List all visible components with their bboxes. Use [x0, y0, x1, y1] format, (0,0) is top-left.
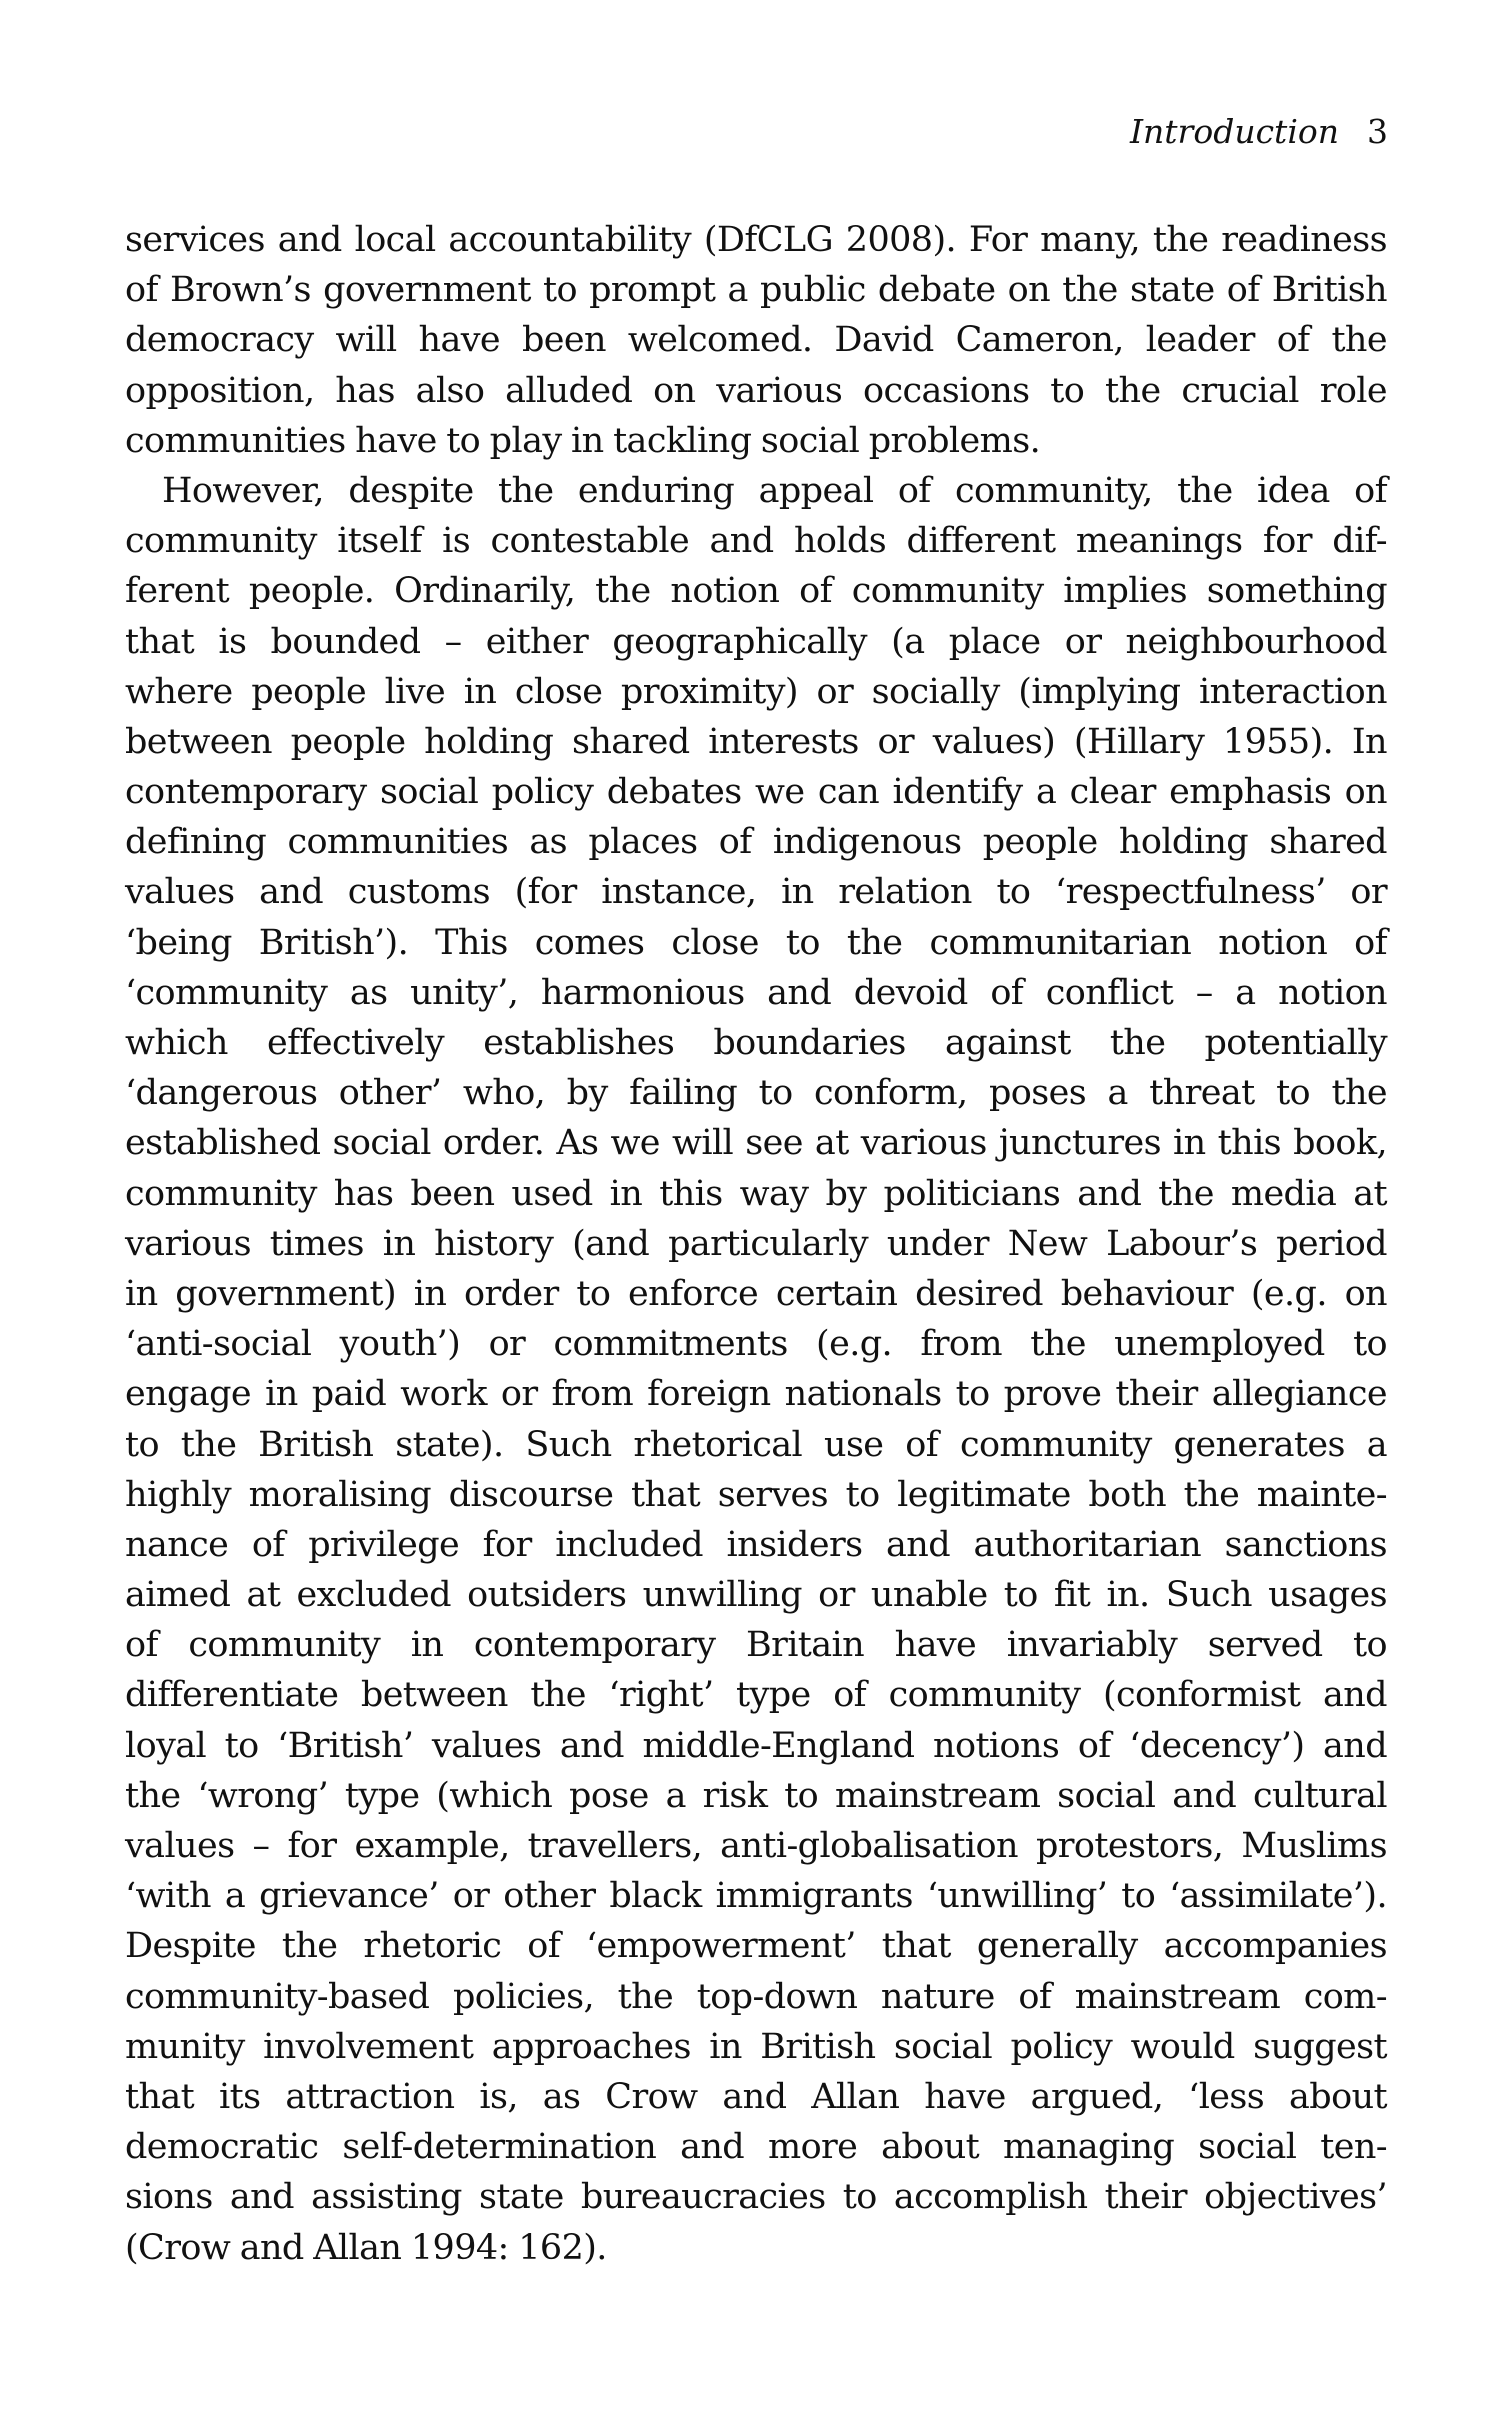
- text-line: which effectively establishes boundaries against the potentially: [125, 1023, 1387, 1063]
- text-line: (Crow and Allan 1994: 162).: [125, 2227, 607, 2268]
- text-line: ‘anti-social youth’) or commitments (e.g. from the unemployed to: [125, 1324, 1387, 1365]
- text-line: ‘being British’). This comes close to the communitarian notion of: [125, 922, 1387, 963]
- text-line: values – for example, travellers, anti-globalisation protestors, Muslims: [125, 1826, 1387, 1866]
- chapter-title: Introduction: [1130, 112, 1339, 151]
- text-line: defining communities as places of indigenous people holding shared: [125, 822, 1387, 863]
- text-line: However, despite the enduring appeal of community, the idea of: [162, 470, 1387, 511]
- text-line: between people holding shared interests or values) (Hillary 1955). In: [125, 721, 1387, 762]
- page-number: 3: [1367, 112, 1388, 151]
- text-line: aimed at excluded outsiders unwilling or unable to fit in. Such usages: [125, 1575, 1387, 1616]
- text-line: loyal to ‘British’ values and middle-England notions of ‘decency’) and: [125, 1725, 1387, 1766]
- text-line: ‘with a grievance’ or other black immigrants ‘unwilling’ to ‘assimilate’).: [125, 1876, 1387, 1917]
- text-line: of community in contemporary Britain have invariably served to: [125, 1625, 1387, 1666]
- paragraph: [125, 466, 1387, 2273]
- text-line: communities have to play in tackling social problems.: [125, 420, 1041, 461]
- text-line: sions and assisting state bureaucracies to accomplish their objectives’: [125, 2177, 1387, 2218]
- text-line: highly moralising discourse that serves to legitimate both the mainte-: [125, 1474, 1387, 1515]
- text-line: differentiate between the ‘right’ type of community (conformist and: [125, 1675, 1387, 1716]
- text-line: in government) in order to enforce certain desired behaviour (e.g. on: [125, 1273, 1387, 1314]
- text-line: ferent people. Ordinarily, the notion of community implies something: [125, 571, 1387, 612]
- text-line: established social order. As we will see at various junctures in this book,: [125, 1123, 1387, 1164]
- text-line: where people live in close proximity) or socially (implying interaction: [125, 671, 1387, 712]
- text-line: to the British state). Such rhetorical use of community generates a: [125, 1424, 1387, 1465]
- text-line: ‘dangerous other’ who, by failing to conform, poses a threat to the: [125, 1073, 1387, 1114]
- paragraph: [125, 215, 1387, 466]
- running-head: [1130, 112, 1388, 151]
- text-line: Despite the rhetoric of ‘empowerment’ that generally accompanies: [125, 1926, 1387, 1967]
- text-line: democracy will have been welcomed. David Cameron, leader of the: [125, 320, 1387, 361]
- text-line: services and local accountability (DfCLG 2008). For many, the readiness: [125, 220, 1387, 260]
- text-line: engage in paid work or from foreign nationals to prove their allegiance: [125, 1374, 1387, 1415]
- text-line: opposition, has also alluded on various occasions to the crucial role: [125, 370, 1387, 411]
- text-line: community-based policies, the top-down nature of mainstream com-: [125, 1976, 1387, 2017]
- text-line: contemporary social policy debates we can identify a clear emphasis on: [125, 772, 1387, 813]
- text-line: that its attraction is, as Crow and Allan have argued, ‘less about: [125, 2076, 1387, 2117]
- text-line: values and customs (for instance, in relation to ‘respectfulness’ or: [125, 872, 1387, 913]
- text-line: of Brown’s government to prompt a public debate on the state of British: [125, 270, 1387, 311]
- text-line: community itself is contestable and holds different meanings for dif-: [125, 521, 1387, 562]
- text-line: ‘community as unity’, harmonious and devoid of conflict – a notion: [125, 972, 1387, 1013]
- text-line: the ‘wrong’ type (which pose a risk to mainstream social and cultural: [125, 1775, 1387, 1816]
- text-line: munity involvement approaches in British social policy would suggest: [125, 2026, 1387, 2067]
- text-line: various times in history (and particularly under New Labour’s period: [125, 1223, 1387, 1264]
- text-line: nance of privilege for included insiders and authoritarian sanctions: [125, 1524, 1387, 1565]
- body-text: [125, 215, 1387, 2273]
- text-line: democratic self-determination and more about managing social ten-: [125, 2127, 1387, 2168]
- text-line: that is bounded – either geographically (a place or neighbourhood: [125, 621, 1387, 662]
- text-line: community has been used in this way by politicians and the media at: [125, 1173, 1387, 1214]
